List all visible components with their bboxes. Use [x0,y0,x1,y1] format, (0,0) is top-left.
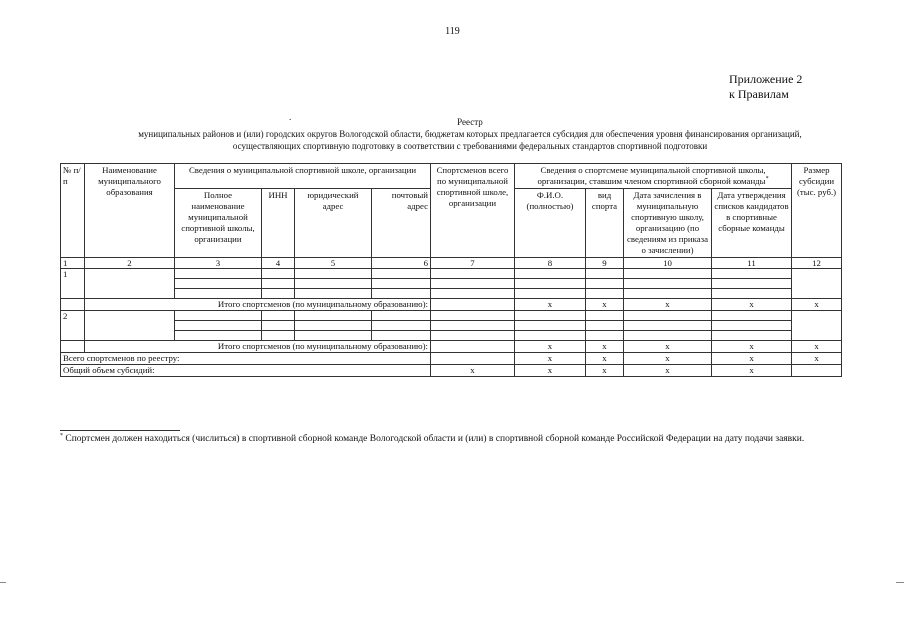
empty-cell [372,269,431,279]
header-col-5: юридический адрес [295,189,372,258]
x-mark: x [712,353,792,365]
empty-cell [431,321,515,331]
empty-cell [624,321,712,331]
column-number: 4 [262,258,295,269]
total-label: Всего спортсменов по реестру: [61,353,431,365]
municipality-2-subtotal-row [61,341,842,353]
empty-cell [712,311,792,321]
title-heading: Реестр [457,117,483,127]
column-number: 10 [624,258,712,269]
empty-cell [372,311,431,321]
subtotal-label: Итого спортсменов (по муниципальному образованию): [85,341,431,353]
header-col-3: Полное наименование муниципальной спортивной школы, организации [175,189,262,258]
empty-cell [792,269,842,299]
empty-cell [431,353,515,365]
empty-cell [372,321,431,331]
header-row-1 [61,164,842,189]
empty-cell [624,269,712,279]
empty-cell [624,279,712,289]
empty-cell [262,279,295,289]
header-athlete-group [515,164,792,189]
column-number: 5 [295,258,372,269]
empty-cell [431,331,515,341]
empty-cell [431,311,515,321]
municipality-1-row-b [61,279,842,289]
empty-cell [712,321,792,331]
empty-cell [712,331,792,341]
document-title [40,116,900,152]
empty-cell [431,279,515,289]
header-col-9: вид спорта [586,189,624,258]
subsidy-label: Общий объем субсидий: [61,365,431,377]
footnote-mark: * [60,432,63,439]
header-school-group: Сведения о муниципальной спортивной школе, организации [175,164,431,189]
header-col-11: Дата утверждения списков кандидатов в спортивные сборные команды [712,189,792,258]
header-col-1: № п/п [61,164,85,258]
empty-cell [262,321,295,331]
empty-cell [175,269,262,279]
header-col-7: Спортсменов всего по муниципальной спортивной школе, организации [431,164,515,258]
empty-cell [175,289,262,299]
empty-cell [262,289,295,299]
edge-mark-left [0,582,6,583]
header-athlete-footnote-mark: * [765,176,769,183]
x-mark: x [712,365,792,377]
header-col-8: Ф.И.О. (полностью) [515,189,586,258]
x-mark: x [515,365,586,377]
empty-cell [372,289,431,299]
empty-cell [515,321,586,331]
empty-cell [712,279,792,289]
x-mark: x [515,341,586,353]
appendix-note [729,72,802,102]
empty-cell [515,289,586,299]
header-col-6: почтовый адрес [372,189,431,258]
empty-cell [624,331,712,341]
footnote-text: Спортсмен должен находиться (числиться) в спортивной сборной команде Вологодской области и (или) в спортивной сборной команде Российской Федерации на дату подачи заявки. [65,434,805,444]
empty-cell [586,279,624,289]
empty-cell [295,269,372,279]
edge-mark-right [896,582,904,583]
empty-cell [295,311,372,321]
column-number: 3 [175,258,262,269]
x-mark: x [792,299,842,311]
x-mark: x [624,299,712,311]
footnote [60,432,845,446]
empty-cell [372,279,431,289]
footnote-rule [60,430,180,431]
x-mark: x [586,341,624,353]
column-number: 12 [792,258,842,269]
x-mark: x [792,353,842,365]
row-number: 2 [61,311,85,341]
appendix-line-1: Приложение 2 [729,72,803,86]
empty-cell [712,289,792,299]
page-number: 119 [445,26,460,37]
header-athlete-group-text: Сведения о спортсмене муниципальной спортивной школы, организации, ставшим членом спортивной сборной команды [537,165,766,186]
empty-cell [792,311,842,341]
column-number: 7 [431,258,515,269]
empty-cell [61,341,85,353]
empty-cell [712,269,792,279]
column-number: 2 [85,258,175,269]
subtotal-label: Итого спортсменов (по муниципальному образованию): [85,299,431,311]
empty-cell [295,321,372,331]
municipality-2-row-a [61,311,842,321]
registry-table [60,163,842,377]
empty-cell [175,311,262,321]
column-number: 8 [515,258,586,269]
header-col-4: ИНН [262,189,295,258]
empty-cell [431,299,515,311]
header-col-10: Дата зачисления в муниципальную спортивную школу, организацию (по сведениям из приказа о зачислении) [624,189,712,258]
empty-cell [624,311,712,321]
x-mark: x [515,299,586,311]
x-mark: x [792,341,842,353]
empty-cell [295,279,372,289]
empty-cell [295,331,372,341]
header-col-12: Размер субсидии (тыс. руб.) [792,164,842,258]
municipality-1-row-a [61,269,842,279]
x-mark: x [586,365,624,377]
row-number: 1 [61,269,85,299]
empty-cell [431,341,515,353]
x-mark: x [624,341,712,353]
empty-cell [295,289,372,299]
empty-cell [515,279,586,289]
empty-cell [85,269,175,299]
empty-cell [85,311,175,341]
empty-cell [515,269,586,279]
registry-total-row [61,353,842,365]
municipality-1-row-c [61,289,842,299]
stray-mark: . [289,112,292,122]
empty-cell [175,331,262,341]
empty-cell [586,289,624,299]
column-numbers-row [61,258,842,269]
empty-cell [175,279,262,289]
empty-cell [431,289,515,299]
empty-cell [372,331,431,341]
municipality-2-row-c [61,331,842,341]
empty-cell [515,331,586,341]
empty-cell [175,321,262,331]
x-mark: x [431,365,515,377]
empty-cell [515,311,586,321]
x-mark: x [624,365,712,377]
empty-cell [586,331,624,341]
x-mark: x [515,353,586,365]
title-line-2: осуществляющих спортивную подготовку в соответствии с требованиями федеральных стандартов спортивной подготовки [232,141,708,151]
empty-cell [262,269,295,279]
column-number: 1 [61,258,85,269]
empty-cell [431,269,515,279]
x-mark: x [586,299,624,311]
x-mark: x [712,299,792,311]
municipality-2-row-b [61,321,842,331]
empty-cell [624,289,712,299]
x-mark: x [712,341,792,353]
column-number: 9 [586,258,624,269]
appendix-line-2: к Правилам [729,87,789,101]
title-line-1: муниципальных районов и (или) городских округов Вологодской области, бюджетам которых предлагается субсидия для обеспечения уровня финансирования организаций, [138,129,802,139]
x-mark: x [586,353,624,365]
empty-cell [262,331,295,341]
empty-cell [586,269,624,279]
subsidy-total-row [61,365,842,377]
column-number: 6 [372,258,431,269]
municipality-1-subtotal-row [61,299,842,311]
empty-cell [262,311,295,321]
empty-cell [586,321,624,331]
empty-cell [586,311,624,321]
empty-cell [61,299,85,311]
header-col-2: Наименование муниципального образования [85,164,175,258]
empty-cell [792,365,842,377]
x-mark: x [624,353,712,365]
column-number: 11 [712,258,792,269]
